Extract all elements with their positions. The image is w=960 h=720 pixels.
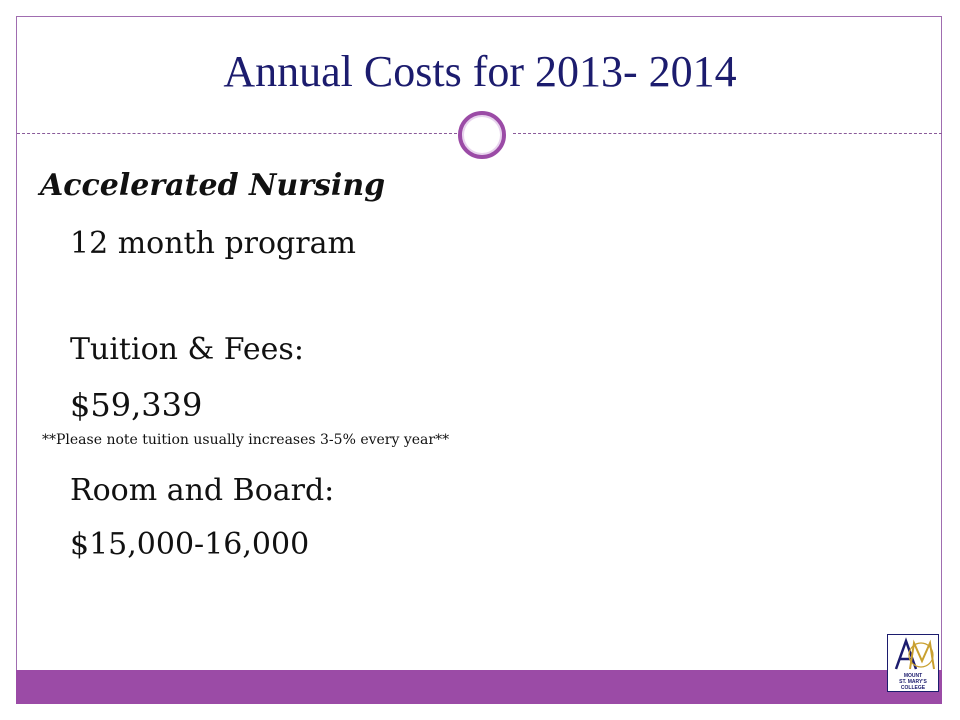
title-divider-right [513,133,942,134]
tuition-label: Tuition & Fees: [70,332,304,367]
room-board-value: $15,000-16,000 [70,527,310,562]
tuition-value: $59,339 [70,386,203,424]
divider-ring-ornament [458,111,506,159]
footer-bar [16,670,942,704]
tuition-note: **Please note tuition usually increases 3-5% every year** [42,432,450,448]
college-logo [887,634,939,692]
title-divider-left [17,133,457,134]
program-length: 12 month program [70,226,356,261]
college-monogram-icon [888,635,938,675]
slide-title: Annual Costs for 2013- 2014 [223,47,737,96]
room-board-label: Room and Board: [70,473,335,508]
logo-text: MOUNT ST. MARY'S COLLEGE [899,673,927,691]
program-heading: Accelerated Nursing [40,168,386,203]
